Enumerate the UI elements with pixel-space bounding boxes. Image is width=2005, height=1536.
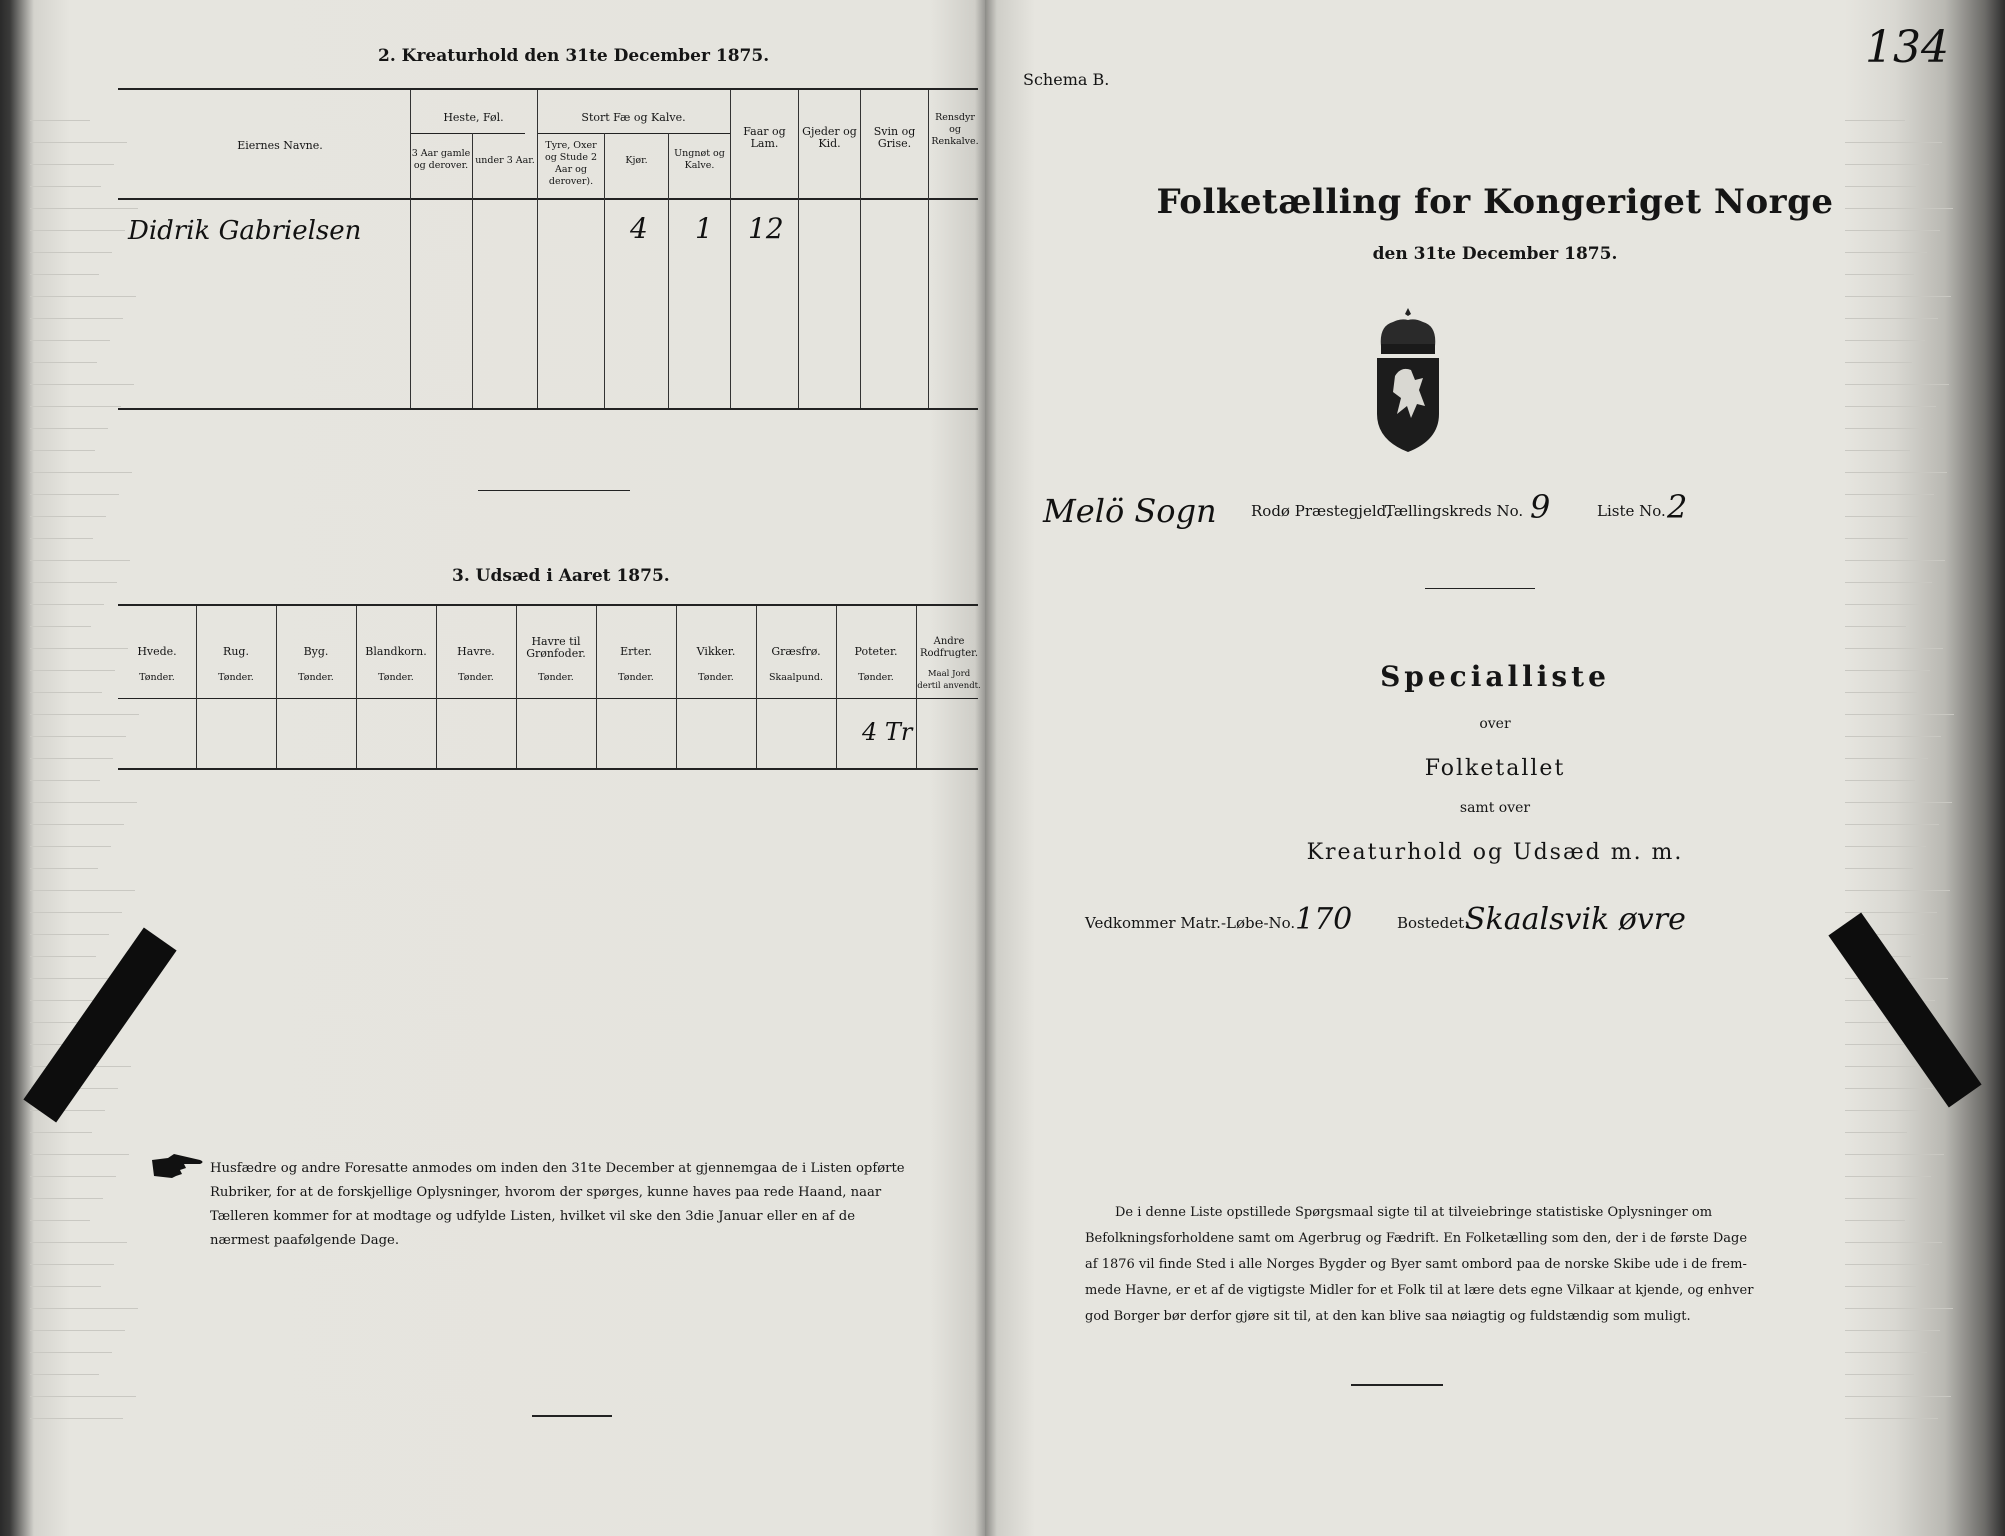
sheep-value: 12 — [748, 212, 784, 245]
bleed-line — [1845, 164, 1929, 165]
bleed-line — [1845, 1418, 1938, 1419]
bleed-line — [1845, 582, 1932, 583]
census-date: den 31te December 1875. — [1372, 244, 1618, 264]
matr-number: 170 — [1295, 902, 1353, 937]
bleed-line — [1845, 1044, 1909, 1045]
peas-header: Erter. — [620, 645, 652, 658]
bleed-line — [1845, 362, 1912, 363]
kreaturhold-text: Kreaturhold og Udsæd m. m. — [1306, 840, 1684, 865]
bleed-line — [1845, 450, 1910, 451]
divider — [478, 490, 630, 491]
bleed-line — [30, 1198, 103, 1199]
bleed-line — [1845, 1264, 1929, 1265]
bleed-line — [1845, 516, 1921, 517]
bleed-line — [30, 1330, 125, 1331]
bleed-line — [30, 912, 122, 913]
bleed-line — [30, 1176, 116, 1177]
unit-label: Tønder. — [139, 672, 175, 683]
unit-label: Tønder. — [538, 672, 574, 683]
paragraph-line: De i denne Liste opstillede Spørgsmaal sigte til at tilveiebringe statistiske Oplysninger om — [1115, 1205, 1713, 1220]
bleed-line — [1845, 1088, 1933, 1089]
page-title: Folketælling for Kongeriget Norge — [1156, 182, 1834, 222]
bleed-line — [1845, 538, 1908, 539]
specialliste-heading: Specialliste — [1380, 660, 1610, 693]
bleed-line — [1845, 714, 1954, 715]
norway-coat-of-arms-icon — [1371, 306, 1445, 454]
bleed-line — [1845, 1308, 1953, 1309]
bleed-line — [30, 714, 139, 715]
sheep-header: Faar og Lam. — [743, 125, 786, 150]
paragraph-line: af 1876 vil finde Sted i alle Norges Bygder og Byer samt ombord paa de norske Skibe ude i de frem- — [1085, 1257, 1747, 1272]
reindeer-header: Rensdyr og Renkalve. — [931, 112, 979, 147]
bleed-line — [1845, 1286, 1916, 1287]
bleed-through-strip — [30, 0, 120, 1536]
bleed-line — [30, 472, 132, 473]
cows-value: 4 — [630, 212, 648, 245]
pigs-header: Svin og Grise. — [873, 125, 916, 150]
bleed-line — [30, 538, 93, 539]
bleed-line — [1845, 1198, 1918, 1199]
divider — [532, 1415, 612, 1417]
unit-label: Tønder. — [858, 672, 894, 683]
bleed-line — [30, 626, 91, 627]
bleed-line — [1845, 1242, 1942, 1243]
bleed-line — [30, 934, 109, 935]
horses-header: Heste, Føl. — [443, 111, 504, 124]
notice-line: Husfædre og andre Foresatte anmodes om inden den 31te December at gjennemgaa de i Listen opførte — [210, 1161, 905, 1176]
bleed-line — [30, 1286, 101, 1287]
calves-value: 1 — [695, 212, 713, 245]
bleed-line — [30, 296, 136, 297]
bleed-line — [30, 1264, 114, 1265]
bleed-line — [1845, 428, 1923, 429]
bleed-line — [30, 1154, 129, 1155]
kreds-label: Tællingskreds No. — [1385, 502, 1524, 520]
wheat-header: Hvede. — [137, 645, 177, 658]
bleed-line — [30, 648, 128, 649]
bleed-line — [30, 142, 127, 143]
bleed-line — [30, 186, 101, 187]
vetch-header: Vikker. — [696, 645, 736, 658]
bleed-line — [30, 692, 102, 693]
bleed-line — [1845, 626, 1906, 627]
bleed-line — [30, 736, 126, 737]
bleed-line — [30, 406, 121, 407]
bleed-line — [30, 450, 95, 451]
right-page — [985, 0, 2005, 1536]
bulls-header: Tyre, Oxer og Stude 2 Aar og derover). — [544, 140, 598, 187]
bleed-line — [30, 384, 134, 385]
unit-label: Tønder. — [298, 672, 334, 683]
bleed-line — [30, 318, 123, 319]
bleed-line — [1845, 274, 1914, 275]
divider — [1351, 1384, 1443, 1386]
bleed-line — [30, 1308, 138, 1309]
bleed-line — [30, 846, 111, 847]
matr-label: Vedkommer Matr.-Løbe-No. — [1085, 914, 1296, 932]
unit-label: Skaalpund. — [768, 672, 824, 683]
potatoes-header: Poteter. — [854, 645, 898, 658]
cows-header: Kjør. — [625, 155, 648, 166]
bleed-line — [1845, 604, 1919, 605]
horses-under3-header: under 3 Aar. — [475, 155, 535, 166]
owner-name: Didrik Gabrielsen — [128, 216, 362, 246]
bleed-line — [30, 802, 137, 803]
bleed-line — [1845, 1220, 1905, 1221]
bleed-line — [30, 428, 108, 429]
bleed-line — [30, 1396, 136, 1397]
bleed-line — [1845, 868, 1913, 869]
potatoes-value: 4 Tr — [862, 718, 913, 746]
schema-label: Schema B. — [1023, 70, 1110, 89]
bleed-line — [30, 604, 104, 605]
bleed-line — [1845, 318, 1938, 319]
unit-label: Tønder. — [458, 672, 494, 683]
bleed-line — [1845, 1374, 1914, 1375]
bleed-line — [30, 362, 97, 363]
unit-label: Tønder. — [218, 672, 254, 683]
bleed-line — [30, 868, 98, 869]
left-page — [0, 0, 985, 1536]
unit-label: Tønder. — [618, 672, 654, 683]
bleed-line — [1845, 472, 1947, 473]
grass-seed-header: Græsfrø. — [771, 645, 821, 658]
section3-title: 3. Udsæd i Aaret 1875. — [452, 566, 670, 586]
oats-header: Havre. — [457, 645, 495, 658]
kreds-number: 9 — [1530, 488, 1551, 526]
bosted-value: Skaalsvik øvre — [1465, 902, 1686, 937]
owner-header: Eiernes Navne. — [237, 139, 323, 152]
bleed-line — [30, 582, 117, 583]
bleed-line — [30, 1352, 112, 1353]
paragraph-line: god Borger bør derfor gjøre sit til, at den kan blive saa nøiagtig og fuldstændig som muligt. — [1085, 1309, 1691, 1324]
bleed-line — [1845, 560, 1945, 561]
page-number: 134 — [1865, 22, 1949, 73]
bleed-line — [1845, 1396, 1951, 1397]
goats-header: Gjeder og Kid. — [802, 125, 857, 150]
bleed-line — [30, 1220, 90, 1221]
bleed-line — [30, 1132, 92, 1133]
bleed-line — [1845, 142, 1942, 143]
notice-line: nærmest paafølgende Dage. — [210, 1233, 400, 1248]
bleed-line — [30, 274, 99, 275]
bleed-line — [30, 164, 114, 165]
bleed-line — [30, 560, 130, 561]
bleed-line — [30, 890, 135, 891]
bleed-line — [1845, 890, 1950, 891]
bleed-line — [30, 340, 110, 341]
paragraph-line: mede Havne, er et af de vigtigste Midler for et Folk til at lære dets egne Vilkaar at kjende, og enhver — [1085, 1283, 1754, 1298]
bleed-line — [30, 824, 124, 825]
rye-header: Rug. — [223, 645, 249, 658]
bleed-line — [1845, 1154, 1944, 1155]
bleed-line — [1845, 406, 1936, 407]
paragraph-line: Befolkningsforholdene samt om Agerbrug og Fædrift. En Folketælling som den, der i de første Dage — [1085, 1231, 1748, 1246]
praestegjeld-label: Rodø Præstegjeld, — [1251, 502, 1391, 520]
barley-header: Byg. — [303, 645, 329, 658]
bleed-line — [1845, 230, 1940, 231]
bleed-line — [30, 1418, 123, 1419]
calves-header: Ungnøt og Kalve. — [674, 148, 725, 171]
bleed-line — [1845, 384, 1949, 385]
section2-title: 2. Kreaturhold den 31te December 1875. — [378, 46, 770, 66]
notice-line: Tælleren kommer for at modtage og udfylde Listen, hvilket vil ske den 3die Januar eller en af de — [210, 1209, 855, 1224]
bleed-line — [30, 758, 113, 759]
bleed-line — [1845, 494, 1934, 495]
bleed-line — [1845, 1132, 1907, 1133]
bleed-line — [1845, 120, 1905, 121]
bleed-line — [1845, 824, 1939, 825]
bleed-line — [1845, 296, 1951, 297]
bleed-line — [30, 230, 125, 231]
unit-label: Maal Jord dertil anvendt. — [917, 669, 981, 691]
bleed-line — [30, 780, 100, 781]
bleed-line — [30, 252, 112, 253]
bleed-line — [1845, 340, 1925, 341]
mixed-grain-header: Blandkorn. — [365, 645, 427, 658]
bleed-line — [30, 1242, 127, 1243]
folketallet-text: Folketallet — [1424, 756, 1566, 781]
bleed-line — [30, 1374, 99, 1375]
bosted-label: Bostedet: — [1397, 914, 1470, 932]
cattle-header: Stort Fæ og Kalve. — [581, 111, 686, 124]
notice-line: Rubriker, for at de forskjellige Oplysninger, hvorom der spørges, kunne haves paa rede Haand, naar — [210, 1185, 882, 1200]
bleed-line — [30, 494, 119, 495]
unit-label: Tønder. — [378, 672, 414, 683]
liste-number: 2 — [1667, 488, 1688, 526]
bleed-line — [1845, 1176, 1931, 1177]
bleed-line — [1845, 1352, 1927, 1353]
pointing-hand-icon — [150, 1152, 206, 1180]
unit-label: Tønder. — [698, 672, 734, 683]
bleed-line — [30, 208, 138, 209]
root-crops-header: Andre Rodfrugter. — [919, 636, 979, 659]
samt-over-text: samt over — [1459, 800, 1531, 816]
bleed-line — [30, 120, 90, 121]
divider — [1425, 588, 1535, 589]
bleed-line — [1845, 1330, 1940, 1331]
sogn-name: Melö Sogn — [1043, 492, 1217, 530]
bleed-line — [1845, 1110, 1920, 1111]
bleed-line — [30, 670, 115, 671]
green-oats-header: Havre til Grønfoder. — [526, 635, 586, 660]
horses-3plus-header: 3 Aar gamle og derover. — [411, 148, 471, 171]
liste-label: Liste No. — [1597, 502, 1666, 520]
bleed-line — [30, 516, 106, 517]
bleed-line — [1845, 736, 1941, 737]
bleed-line — [1845, 648, 1943, 649]
bleed-line — [30, 956, 96, 957]
over-text: over — [1479, 716, 1511, 732]
